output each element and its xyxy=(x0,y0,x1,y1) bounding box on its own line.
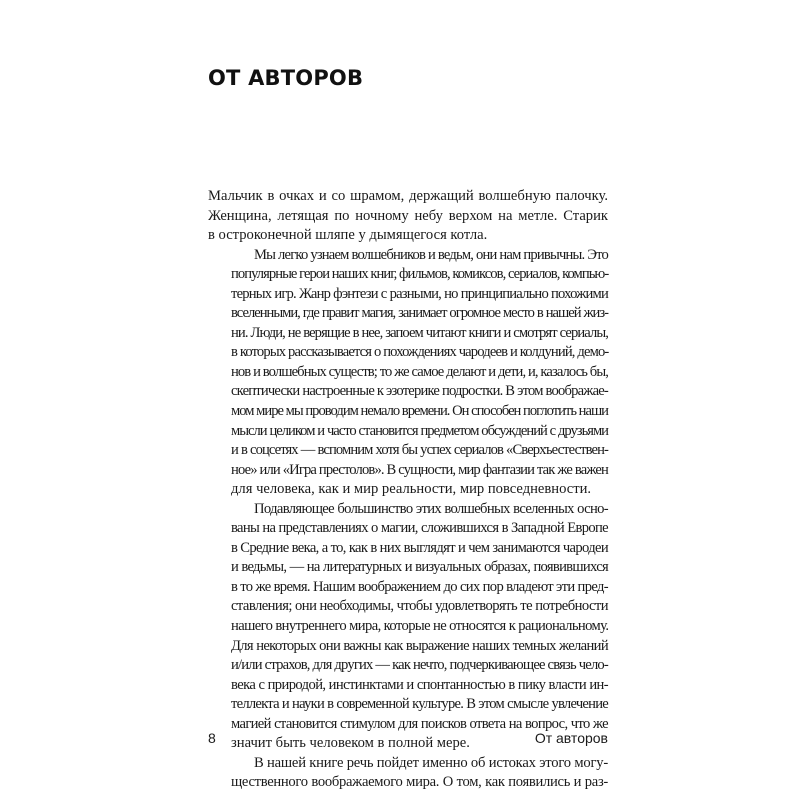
text-line: магией становится стимулом для поисков ответа на вопрос, что же xyxy=(231,715,608,732)
text-line: В нашей книге речь пойдет именно об истоках этого могу- xyxy=(254,754,608,771)
text-line: нов и волшебных существ; то же самое делают и дети, и, казалось бы, xyxy=(231,363,608,380)
text-line: теллекта и науки в современной культуре. В этом смысле увлечение xyxy=(231,696,608,713)
paragraph xyxy=(208,246,608,500)
text-line: Подавляющее большинство этих волшебных вселенных осно- xyxy=(254,500,608,517)
text-line: скептически настроенные к эзотерике подростки. В этом воображае- xyxy=(231,383,608,400)
text-line: века с природой, инстинктами и спонтанностью в пику власти ин- xyxy=(231,676,608,693)
text-line: Мальчик в очках и со шрамом, держащий волшебную палочку. xyxy=(208,188,608,204)
body-text xyxy=(208,187,608,793)
paragraph xyxy=(208,187,608,246)
text-line: Мы легко узнаем волшебников и ведьм, они нам привычны. Это xyxy=(254,246,608,263)
paragraph xyxy=(208,754,608,793)
text-line: и/или страхов, для других — как нечто, подчеркивающее связь чело- xyxy=(231,657,608,674)
text-line: мом мире мы проводим немало времени. Он способен поглотить наши xyxy=(231,403,608,420)
text-line: ни. Люди, не верящие в нее, запоем читают книги и смотрят сериалы, xyxy=(231,324,608,341)
text-line: Женщина, летящая по ночному небу верхом на метле. Старик xyxy=(208,207,608,224)
text-line: и ведьмы, — на литературных и визуальных образах, появившихся xyxy=(231,559,608,576)
text-line: значит быть человеком в полной мере. xyxy=(231,735,470,752)
text-line: Для некоторых они важны как выражение наших темных желаний xyxy=(231,637,608,654)
running-head: От авторов xyxy=(534,730,608,746)
paragraph xyxy=(208,500,608,754)
text-line: ное» или «Игра престолов». В сущности, мир фантазии так же важен xyxy=(231,461,608,478)
text-line: терных игр. Жанр фэнтези с разными, но принципиально похожими xyxy=(231,285,608,302)
text-line: мысли целиком и часто становится предметом обсуждений с друзьями xyxy=(231,422,608,439)
page-number: 8 xyxy=(208,730,216,746)
text-line: и в соцсетях — вспомним хотя бы успех сериалов «Сверхъестествен- xyxy=(231,442,608,459)
text-line: в Средние века, а то, как в них выглядят и чем занимаются чародеи xyxy=(231,539,608,556)
text-line: для человека, как и мир реальности, мир повседневности. xyxy=(231,481,592,498)
page-footer xyxy=(208,730,608,750)
text-line: ваны на представлениях о магии, сложившихся в Западной Европе xyxy=(231,520,608,537)
text-line: популярные герои наших книг, фильмов, комиксов, сериалов, компью- xyxy=(231,266,609,283)
text-line: в остроконечной шляпе у дымящегося котла. xyxy=(208,227,488,244)
text-line: нашего внутреннего мира, которые не относятся к рациональному. xyxy=(231,618,609,635)
chapter-title: ОТ АВТОРОВ xyxy=(208,66,364,90)
text-line: в то же время. Нашим воображением до сих пор владеют эти пред- xyxy=(231,578,608,595)
text-line: щественного воображаемого мира. О том, как появились и раз- xyxy=(231,774,608,791)
text-line: в которых рассказывается о похождениях чародеев и колдуний, демо- xyxy=(231,344,609,361)
text-line: вселенными, где правит магия, занимает огромное место в нашей жиз- xyxy=(231,305,608,322)
text-line: ставления; они необходимы, чтобы удовлетворять те потребности xyxy=(231,598,608,615)
